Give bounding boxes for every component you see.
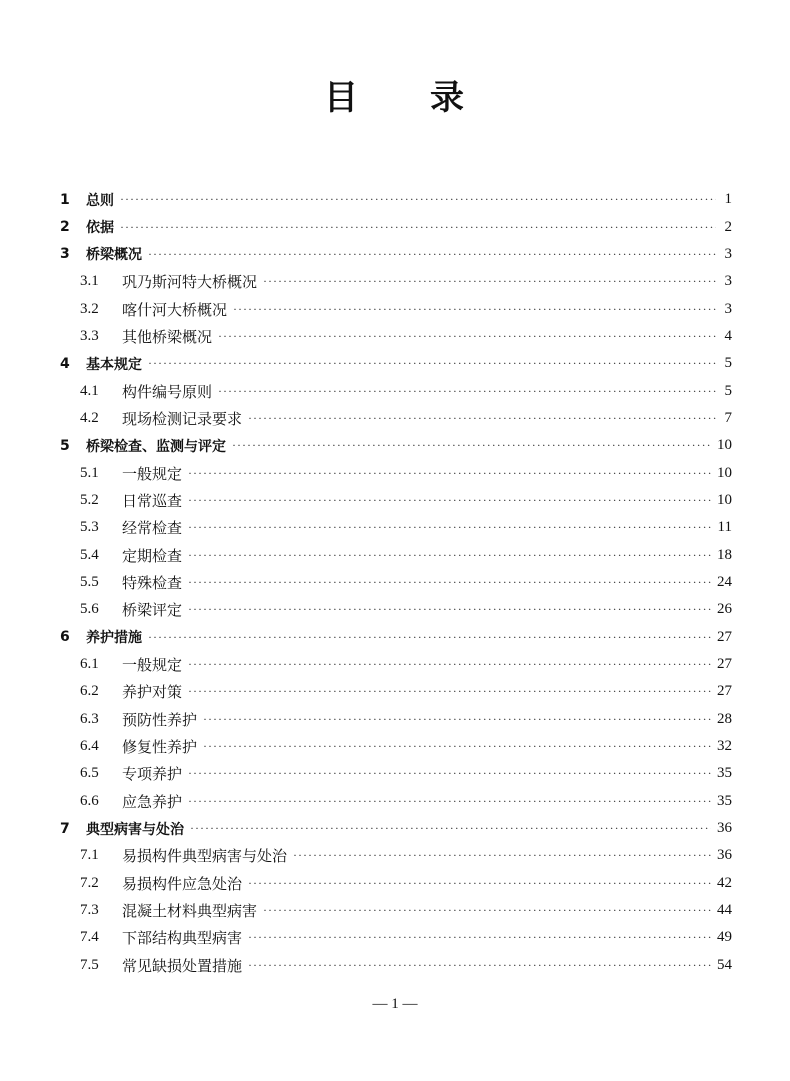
toc-dot-leader	[120, 192, 716, 207]
toc-entry-title: 典型病害与处治	[86, 821, 184, 838]
toc-dot-leader	[120, 220, 716, 235]
toc-dot-leader	[188, 684, 711, 699]
toc-entry-page: 24	[717, 573, 732, 590]
toc-entry-number: 5.4	[80, 546, 99, 563]
toc-entry-title: 特殊检查	[122, 573, 183, 592]
title-char-1: 目	[324, 78, 360, 118]
toc-entry-number: 6.4	[80, 738, 99, 755]
toc-chapter-entry[interactable]	[60, 432, 732, 459]
toc-section-entry[interactable]	[60, 487, 732, 514]
toc-dot-leader	[188, 575, 711, 590]
toc-entry-title: 构件编号原则	[122, 382, 213, 401]
toc-entry-title: 定期检查	[122, 546, 183, 565]
page-title	[0, 70, 790, 119]
toc-entry-page: 7	[724, 409, 732, 426]
toc-dot-leader	[248, 411, 716, 426]
toc-entry-page: 54	[717, 956, 732, 973]
page-number-footer: — 1 —	[372, 996, 418, 1012]
toc-entry-number: 5.2	[80, 491, 99, 508]
toc-entry-page: 4	[724, 327, 732, 344]
toc-section-entry[interactable]	[60, 897, 732, 924]
toc-dot-leader	[188, 794, 711, 809]
toc-entry-title: 预防性养护	[122, 710, 198, 729]
toc-dot-leader	[148, 356, 716, 371]
table-of-contents	[60, 186, 732, 979]
toc-entry-number: 5	[60, 437, 70, 454]
toc-chapter-entry[interactable]	[60, 815, 732, 842]
toc-entry-title: 其他桥梁概况	[122, 327, 213, 346]
toc-dot-leader	[248, 958, 711, 973]
toc-dot-leader	[188, 548, 711, 563]
toc-entry-title: 养护对策	[122, 683, 183, 702]
toc-section-entry[interactable]	[60, 706, 732, 733]
toc-section-entry[interactable]	[60, 541, 732, 568]
toc-entry-title: 常见缺损处置措施	[122, 956, 243, 975]
toc-entry-page: 42	[717, 874, 732, 891]
toc-entry-page: 36	[717, 820, 732, 837]
toc-entry-page: 5	[724, 382, 732, 399]
toc-entry-title: 专项养护	[122, 765, 183, 784]
toc-entry-title: 桥梁概况	[86, 247, 142, 264]
toc-entry-number: 4	[60, 355, 70, 372]
toc-section-entry[interactable]	[60, 268, 732, 295]
toc-entry-title: 总则	[86, 192, 114, 209]
toc-chapter-entry[interactable]	[60, 241, 732, 268]
toc-entry-page: 10	[717, 464, 732, 481]
toc-entry-page: 49	[717, 929, 732, 946]
toc-dot-leader	[248, 930, 711, 945]
toc-entry-title: 经常检查	[122, 519, 183, 538]
toc-entry-title: 桥梁检查、监测与评定	[86, 438, 226, 455]
toc-dot-leader	[188, 466, 711, 481]
toc-entry-number: 7.3	[80, 902, 99, 919]
toc-entry-number: 3.1	[80, 273, 99, 290]
toc-entry-page: 26	[717, 601, 732, 618]
toc-section-entry[interactable]	[60, 760, 732, 787]
toc-entry-number: 7	[60, 820, 70, 837]
toc-chapter-entry[interactable]	[60, 186, 732, 213]
toc-entry-number: 1	[60, 191, 70, 208]
toc-dot-leader	[188, 493, 711, 508]
toc-entry-number: 2	[60, 219, 70, 236]
toc-chapter-entry[interactable]	[60, 350, 732, 377]
toc-entry-title: 应急养护	[122, 792, 183, 811]
toc-entry-title: 喀什河大桥概况	[122, 300, 228, 319]
toc-entry-number: 5.5	[80, 573, 99, 590]
toc-dot-leader	[263, 274, 716, 289]
toc-section-entry[interactable]	[60, 323, 732, 350]
toc-dot-leader	[232, 438, 711, 453]
toc-entry-number: 6.2	[80, 683, 99, 700]
toc-section-entry[interactable]	[60, 870, 732, 897]
toc-dot-leader	[190, 821, 711, 836]
toc-dot-leader	[233, 302, 716, 317]
toc-section-entry[interactable]	[60, 569, 732, 596]
toc-section-entry[interactable]	[60, 842, 732, 869]
toc-entry-number: 3.3	[80, 327, 99, 344]
toc-dot-leader	[218, 384, 716, 399]
toc-entry-page: 5	[724, 355, 732, 372]
title-char-2: 录	[430, 78, 466, 118]
toc-section-entry[interactable]	[60, 405, 732, 432]
toc-dot-leader	[188, 657, 711, 672]
toc-entry-page: 1	[724, 191, 732, 208]
toc-entry-title: 基本规定	[86, 356, 142, 373]
toc-entry-title: 下部结构典型病害	[122, 929, 243, 948]
toc-section-entry[interactable]	[60, 459, 732, 486]
toc-entry-number: 6.6	[80, 792, 99, 809]
toc-entry-page: 3	[724, 273, 732, 290]
toc-section-entry[interactable]	[60, 924, 732, 951]
toc-dot-leader	[188, 520, 712, 535]
toc-entry-number: 3	[60, 246, 70, 263]
toc-dot-leader	[148, 247, 716, 262]
toc-entry-page: 35	[717, 765, 732, 782]
toc-dot-leader	[203, 712, 711, 727]
toc-entry-page: 27	[717, 628, 732, 645]
toc-dot-leader	[263, 903, 711, 918]
toc-dot-leader	[188, 602, 711, 617]
toc-entry-number: 6.5	[80, 765, 99, 782]
toc-dot-leader	[248, 876, 711, 891]
toc-section-entry[interactable]	[60, 377, 732, 404]
toc-entry-title: 混凝土材料典型病害	[122, 902, 258, 921]
toc-entry-page: 36	[717, 847, 732, 864]
toc-entry-title: 桥梁评定	[122, 601, 183, 620]
toc-dot-leader	[203, 739, 711, 754]
toc-entry-page: 10	[717, 491, 732, 508]
toc-section-entry[interactable]	[60, 788, 732, 815]
toc-entry-title: 巩乃斯河特大桥概况	[122, 273, 258, 292]
toc-entry-number: 4.1	[80, 382, 99, 399]
toc-entry-title: 日常巡查	[122, 491, 183, 510]
toc-entry-page: 18	[717, 546, 732, 563]
toc-entry-title: 修复性养护	[122, 738, 198, 757]
toc-section-entry[interactable]	[60, 295, 732, 322]
toc-entry-title: 现场检测记录要求	[122, 409, 243, 428]
toc-entry-page: 35	[717, 792, 732, 809]
toc-dot-leader	[188, 766, 711, 781]
toc-entry-number: 7.4	[80, 929, 99, 946]
toc-entry-title: 一般规定	[122, 464, 183, 483]
toc-entry-number: 7.2	[80, 874, 99, 891]
toc-section-entry[interactable]	[60, 733, 732, 760]
toc-entry-page: 10	[717, 437, 732, 454]
toc-section-entry[interactable]	[60, 678, 732, 705]
toc-entry-page: 27	[717, 656, 732, 673]
toc-entry-page: 27	[717, 683, 732, 700]
toc-entry-page: 44	[717, 902, 732, 919]
toc-entry-page: 28	[717, 710, 732, 727]
toc-chapter-entry[interactable]	[60, 213, 732, 240]
toc-chapter-entry[interactable]	[60, 624, 732, 651]
toc-entry-number: 3.2	[80, 300, 99, 317]
toc-entry-title: 养护措施	[86, 630, 142, 647]
toc-entry-number: 5.3	[80, 519, 99, 536]
toc-entry-number: 6	[60, 629, 70, 646]
toc-entry-title: 依据	[86, 220, 114, 237]
toc-entry-title: 易损构件应急处治	[122, 874, 243, 893]
toc-entry-number: 6.3	[80, 710, 99, 727]
toc-entry-number: 5.1	[80, 464, 99, 481]
toc-dot-leader	[218, 329, 716, 344]
toc-entry-page: 3	[724, 245, 732, 262]
toc-entry-number: 5.6	[80, 601, 99, 618]
toc-entry-page: 3	[724, 300, 732, 317]
toc-section-entry[interactable]	[60, 651, 732, 678]
toc-entry-number: 4.2	[80, 409, 99, 426]
toc-dot-leader	[293, 848, 711, 863]
toc-section-entry[interactable]	[60, 596, 732, 623]
toc-section-entry[interactable]	[60, 514, 732, 541]
toc-entry-number: 6.1	[80, 656, 99, 673]
toc-section-entry[interactable]	[60, 952, 732, 979]
toc-entry-number: 7.5	[80, 956, 99, 973]
toc-entry-title: 易损构件典型病害与处治	[122, 847, 288, 866]
toc-entry-page: 2	[724, 218, 732, 235]
toc-entry-page: 32	[717, 738, 732, 755]
toc-entry-number: 7.1	[80, 847, 99, 864]
toc-entry-page: 11	[717, 519, 732, 536]
toc-dot-leader	[148, 630, 711, 645]
toc-entry-title: 一般规定	[122, 656, 183, 675]
